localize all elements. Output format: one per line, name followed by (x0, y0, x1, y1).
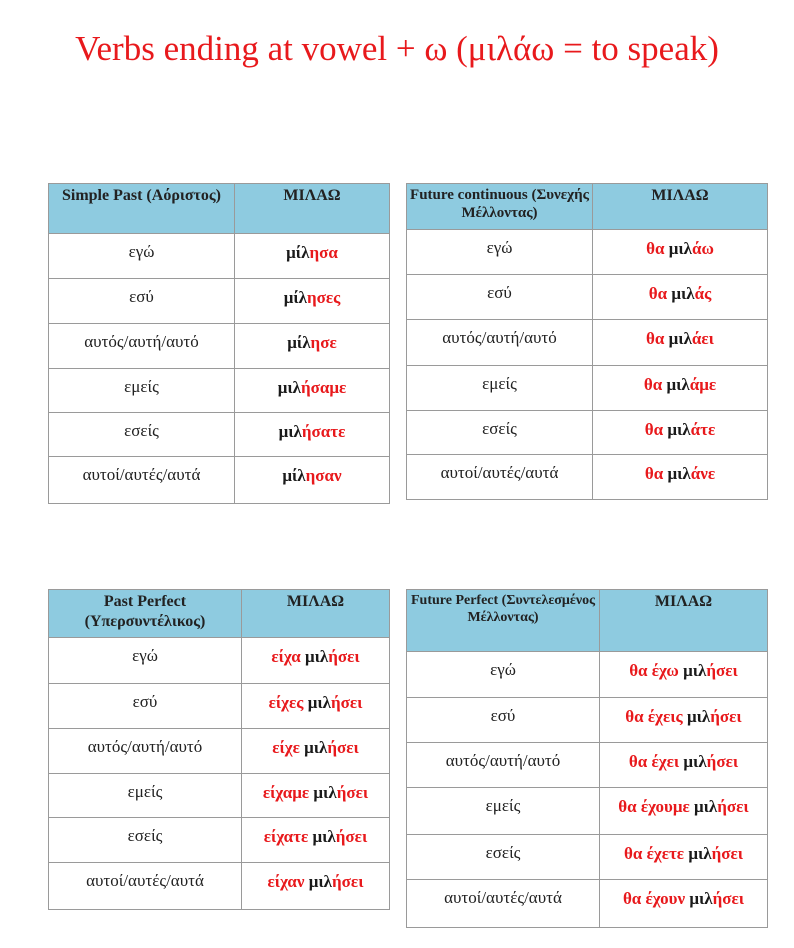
verb-stem: μιλ (668, 239, 692, 258)
future-particle: θα (648, 284, 668, 303)
pronoun-cell: αυτοί/αυτές/αυτά (407, 455, 593, 500)
verb-form-cell (235, 279, 390, 324)
auxiliary-verb: θα έχει (628, 752, 680, 771)
table-row (407, 652, 768, 698)
tense-header: Future continuous (Συνεχής Μέλλοντας) (407, 184, 593, 230)
table-row (407, 788, 768, 835)
pronoun-cell: εμείς (407, 788, 600, 835)
table-row (407, 366, 768, 411)
table-row (49, 729, 390, 774)
verb-form-cell (600, 788, 768, 835)
verb-ending: άω (691, 239, 714, 258)
verb-ending: άτε (690, 420, 716, 439)
table-row (49, 863, 390, 910)
table-row (407, 455, 768, 500)
future-continuous-table (406, 183, 768, 500)
table-header-row (49, 590, 390, 638)
auxiliary-verb: είχαν (267, 872, 305, 891)
tense-header: Past Perfect (Υπερσυντέλικος) (49, 590, 242, 638)
verb-stem: μιλ (304, 738, 328, 757)
verb-header: ΜΙΛΑΩ (235, 184, 390, 234)
verb-ending: ήσει (330, 693, 363, 712)
pronoun-cell: αυτός/αυτή/αυτό (407, 743, 600, 788)
verb-form-cell (593, 230, 768, 275)
pronoun-cell: εσύ (49, 684, 242, 729)
verb-form-cell (600, 652, 768, 698)
past-perfect-table (48, 589, 390, 910)
table-row (49, 279, 390, 324)
verb-ending: ήσει (336, 783, 369, 802)
verb-stem: μίλ (282, 466, 306, 485)
auxiliary-verb: είχε (272, 738, 300, 757)
auxiliary-verb: θα έχεις (625, 707, 683, 726)
verb-ending: ησαν (305, 466, 342, 485)
table-row (407, 743, 768, 788)
verb-ending: άμε (689, 375, 717, 394)
verb-stem: μιλ (686, 707, 711, 726)
pronoun-cell: εγώ (49, 234, 235, 279)
table-row (407, 320, 768, 366)
verb-ending: ήσει (706, 752, 739, 771)
verb-stem: μίλ (283, 288, 307, 307)
verb-form-cell (242, 818, 390, 863)
simple-past-table (48, 183, 390, 504)
pronoun-cell: αυτοί/αυτές/αυτά (49, 457, 235, 504)
verb-ending: ήσατε (301, 422, 346, 441)
verb-form-cell (600, 835, 768, 880)
verb-stem: μιλ (671, 284, 695, 303)
tense-header: Simple Past (Αόριστος) (49, 184, 235, 234)
table-row (49, 638, 390, 684)
verb-stem: μιλ (683, 752, 707, 771)
verb-form-cell (593, 455, 768, 500)
verb-form-cell (593, 411, 768, 455)
verb-form-cell (242, 774, 390, 818)
verb-ending: άει (691, 329, 714, 348)
verb-form-cell (235, 413, 390, 457)
verb-form-cell (593, 366, 768, 411)
table-row (407, 880, 768, 928)
table-row (49, 818, 390, 863)
verb-stem: μιλ (683, 661, 707, 680)
table-row (49, 369, 390, 413)
table-row (49, 457, 390, 504)
verb-ending: ήσει (332, 872, 364, 891)
verb-ending: ήσει (327, 738, 359, 757)
pronoun-cell: αυτοί/αυτές/αυτά (49, 863, 242, 910)
pronoun-cell: εμείς (49, 369, 235, 413)
verb-stem: μιλ (688, 844, 712, 863)
pronoun-cell: εμείς (49, 774, 242, 818)
verb-ending: ήσει (717, 797, 749, 816)
verb-ending: ήσει (706, 661, 738, 680)
pronoun-cell: εγώ (407, 652, 600, 698)
table-row (49, 774, 390, 818)
future-particle: θα (644, 420, 664, 439)
table-header-row (407, 184, 768, 230)
verb-form-cell (600, 743, 768, 788)
verb-header: ΜΙΛΑΩ (242, 590, 390, 638)
pronoun-cell: αυτός/αυτή/αυτό (49, 324, 235, 369)
verb-stem: μιλ (666, 375, 690, 394)
future-perfect-table (406, 589, 768, 928)
auxiliary-verb: είχατε (263, 827, 309, 846)
verb-stem: μιλ (667, 420, 691, 439)
auxiliary-verb: είχαμε (262, 783, 310, 802)
verb-stem: μίλ (287, 333, 311, 352)
auxiliary-verb: θα έχετε (623, 844, 685, 863)
table-header-row (407, 590, 768, 652)
auxiliary-verb: θα έχουν (622, 889, 686, 908)
verb-ending: ησα (309, 243, 338, 262)
verb-form-cell (242, 684, 390, 729)
auxiliary-verb: είχα (271, 647, 301, 666)
verb-form-cell (600, 698, 768, 743)
pronoun-cell: αυτοί/αυτές/αυτά (407, 880, 600, 928)
verb-stem: μίλ (286, 243, 310, 262)
verb-stem: μιλ (308, 872, 333, 891)
verb-ending: άνε (690, 464, 716, 483)
verb-form-cell (235, 369, 390, 413)
pronoun-cell: αυτός/αυτή/αυτό (407, 320, 593, 366)
table-row (49, 324, 390, 369)
future-particle: θα (646, 239, 665, 258)
verb-ending: ήσει (710, 707, 742, 726)
verb-ending: ησε (310, 333, 337, 352)
verb-form-cell (593, 320, 768, 366)
verb-ending: ήσει (711, 844, 744, 863)
future-particle: θα (644, 464, 664, 483)
auxiliary-verb: είχες (268, 693, 304, 712)
pronoun-cell: εσείς (407, 411, 593, 455)
verb-form-cell (235, 234, 390, 279)
pronoun-cell: εσύ (407, 698, 600, 743)
verb-form-cell (242, 638, 390, 684)
verb-stem: μιλ (277, 378, 301, 397)
page-title: Verbs ending at vowel + ω (μιλάω = to speak) (75, 29, 719, 68)
verb-ending: ησες (306, 288, 341, 307)
verb-ending: άς (694, 284, 712, 303)
pronoun-cell: εσείς (49, 413, 235, 457)
verb-form-cell (235, 457, 390, 504)
pronoun-cell: εσείς (49, 818, 242, 863)
verb-ending: ήσει (335, 827, 368, 846)
pronoun-cell: αυτός/αυτή/αυτό (49, 729, 242, 774)
verb-form-cell (593, 275, 768, 320)
table-row (407, 698, 768, 743)
table-row (49, 413, 390, 457)
verb-stem: μιλ (313, 783, 337, 802)
verb-form-cell (242, 729, 390, 774)
verb-ending: ήσει (328, 647, 360, 666)
verb-form-cell (600, 880, 768, 928)
verb-form-cell (235, 324, 390, 369)
auxiliary-verb: θα έχω (629, 661, 679, 680)
pronoun-cell: εγώ (49, 638, 242, 684)
verb-stem: μιλ (278, 422, 302, 441)
verb-stem: μιλ (304, 647, 329, 666)
table-row (407, 835, 768, 880)
pronoun-cell: εγώ (407, 230, 593, 275)
table-row (49, 684, 390, 729)
verb-ending: ήσαμε (300, 378, 347, 397)
pronoun-cell: εσύ (49, 279, 235, 324)
verb-stem: μιλ (667, 464, 691, 483)
table-row (407, 275, 768, 320)
verb-ending: ήσει (712, 889, 745, 908)
verb-stem: μιλ (694, 797, 718, 816)
table-row (407, 230, 768, 275)
pronoun-cell: εμείς (407, 366, 593, 411)
pronoun-cell: εσείς (407, 835, 600, 880)
table-header-row (49, 184, 390, 234)
table-row (49, 234, 390, 279)
tense-header: Future Perfect (Συντελεσμένος Μέλλοντας) (407, 590, 600, 652)
verb-stem: μιλ (307, 693, 331, 712)
verb-form-cell (242, 863, 390, 910)
verb-header: ΜΙΛΑΩ (593, 184, 768, 230)
table-row (407, 411, 768, 455)
verb-stem: μιλ (689, 889, 713, 908)
verb-stem: μιλ (668, 329, 692, 348)
verb-header: ΜΙΛΑΩ (600, 590, 768, 652)
future-particle: θα (643, 375, 663, 394)
auxiliary-verb: θα έχουμε (618, 797, 690, 816)
pronoun-cell: εσύ (407, 275, 593, 320)
verb-stem: μιλ (312, 827, 336, 846)
future-particle: θα (646, 329, 665, 348)
